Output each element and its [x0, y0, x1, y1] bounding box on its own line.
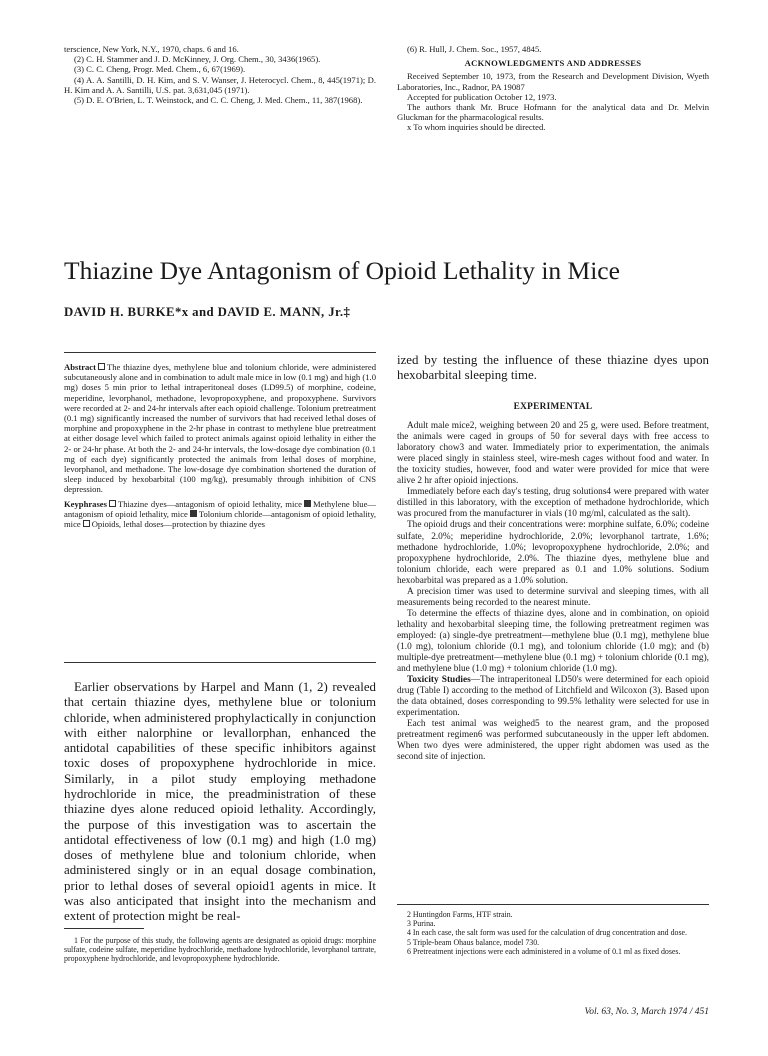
experimental-paragraph-1: Adult male mice2, weighing between 20 and 25 g, were used. Before treatment, the animals were caged in groups of 50 for several days with free access to laboratory chow3 and water. Immediately prior to experimentation, the animals were placed singly in stainless steel, wire-mesh cages without food and water. In the toxicity studies, however, food and water were provided for mice that were alive 2 hr after opioid injections.: [397, 421, 709, 487]
footnote-3: 3 Purina.: [407, 919, 436, 929]
intro-left: [64, 680, 376, 925]
correspondence-line: x To whom inquiries should be directed.: [407, 122, 546, 133]
reference-5: (5) D. E. O'Brien, L. T. Weinstock, and C. C. Cheng, J. Med. Chem., 11, 387(1968).: [74, 95, 363, 106]
acknowledgments-block: [397, 44, 709, 133]
thanks-line: The authors thank Mr. Bruce Hofmann for the analytical data and Dr. Melvin Gluckman for the pharmacological results.: [397, 102, 709, 123]
acknowledgments-heading: ACKNOWLEDGMENTS AND ADDRESSES: [464, 58, 642, 69]
footnote-5: 5 Triple-beam Ohaus balance, model 730.: [407, 937, 540, 947]
footnote-4: 4 In each case, the salt form was used for the calculation of drug concentration and dose.: [407, 928, 688, 938]
intro-continued: ized by testing the influence of these thiazine dyes upon hexobarbital sleeping time.: [397, 353, 709, 383]
keyphrase-2: Methylene blue—antagonism of opioid lethality, mice: [64, 498, 377, 519]
article-title: Thiazine Dye Antagonism of Opioid Lethality in Mice: [64, 256, 620, 285]
intro-right: [397, 353, 709, 384]
footnote-6: 6 Pretreatment injections were each administered in a volume of 0.1 ml as fixed doses.: [407, 946, 681, 956]
abstract-bottom-rule: [64, 662, 376, 663]
square-bullet-icon: [98, 363, 105, 370]
reference-1-cont: terscience, New York, N.Y., 1970, chaps. 6 and 16.: [64, 44, 239, 54]
keyphrases-label: Keyphrases: [64, 498, 107, 509]
keyphrases: [64, 499, 376, 530]
reference-4: (4) A. A. Santilli, D. H. Kim, and S. V. Wanser, J. Heterocycl. Chem., 8, 445(1971); D. H. Kim and A. A. Santilli, U.S. pat. 3,631,045 (1971).: [64, 74, 376, 95]
footnote-1: 1 For the purpose of this study, the following agents are designated as opioid drugs: morphine sulfate, codeine sulfate, meperidine hydrochloride, methadone hydrochloride, levorphanol tartrate, propoxyphene hydrochloride, and levopropoxyphene hydrochloride.: [64, 936, 376, 964]
toxicity-text: —The intraperitoneal LD50's were determined for each opioid drug (Table I) according to the method of Litchfield and Wilcoxon (3). Based upon the data obtained, doses corresponding to 99.5% lethality were selected for use in experimentation.: [397, 675, 709, 719]
running-footer: Vol. 63, No. 3, March 1974 / 451: [584, 1007, 709, 1017]
square-bullet-icon: [304, 500, 311, 507]
toxicity-paragraph: [397, 675, 709, 719]
abstract-text: The thiazine dyes, methylene blue and tolonium chloride, were administered subcutaneously alone and in combination to adult male mice in low (0.1 mg) and high (1.0 mg) doses 5 min prior to lethal intraperitoneal doses (LD99.5) of morphine, codeine, meperidine, levorphanol, methadone, levopropoxyphene, and propoxyphene. Survivors were recorded at 2- and 24-hr intervals after each opioid challenge. Tolonium pretreatment (0.1 mg) significantly increased the number of survivors that had received lethal doses of morphine and propoxyphene in the 2-hr phase in contrast to methylene blue pretreatment at either dosage level which failed to protect animals against opioid lethality in either the 2- or 24-hr phase. At both the 2- and 24-hr intervals, the low-dosage dye combination (0.1 mg of each dye) significantly protected the animals from lethal doses of morphine, levorphanol, and methadone. The low-dosage dye combination shortened the duration of sleep induced by hexobarbital (100 mg/kg), presumably through inhibition of CNS depression.: [64, 362, 376, 495]
experimental-paragraph-4: A precision timer was used to determine survival and sleeping times, with all measurements being recorded to the nearest minute.: [397, 586, 709, 608]
abstract: [64, 362, 376, 529]
experimental-paragraph-last: Each test animal was weighed5 to the nearest gram, and the proposed pretreatment regimen6 was performed subcutaneously in the upper left abdomen. When two dyes were administered, the upper right abdomen was used as the second site of injection.: [397, 719, 709, 763]
received-line: Received September 10, 1973, from the Research and Development Division, Wyeth Laboratories, Inc., Radnor, PA 19087: [397, 71, 709, 92]
square-bullet-icon: [83, 520, 90, 527]
keyphrase-4: Opioids, lethal doses—protection by thiazine dyes: [91, 519, 265, 530]
toxicity-label: Toxicity Studies: [407, 675, 471, 686]
footnote-left: [64, 936, 376, 964]
experimental-heading: EXPERIMENTAL: [513, 402, 593, 412]
reference-2: (2) C. H. Stammer and J. D. McKinney, J. Org. Chem., 30, 3436(1965).: [74, 54, 321, 65]
keyphrase-3: Tolonium chloride—antagonism of opioid lethality, mice: [64, 508, 376, 530]
abstract-top-rule: [64, 352, 376, 353]
keyphrase-1: Thiazine dyes—antagonism of opioid lethality, mice: [117, 498, 302, 509]
square-bullet-icon: [190, 510, 197, 517]
reference-3: (3) C. C. Cheng, Progr. Med. Chem., 6, 67(1969).: [74, 64, 246, 75]
footnote-rule-right: [397, 904, 709, 905]
reference-6: (6) R. Hull, J. Chem. Soc., 1957, 4845.: [407, 44, 542, 54]
square-bullet-icon: [109, 500, 116, 507]
abstract-label: Abstract: [64, 362, 96, 372]
references-left: [64, 44, 376, 105]
article-authors: DAVID H. BURKE*x and DAVID E. MANN, Jr.‡: [64, 305, 351, 319]
footnote-2: 2 Huntingdon Farms, HTF strain.: [407, 910, 513, 919]
experimental-paragraph-2: Immediately before each day's testing, drug solutions4 were prepared with water distilled in this laboratory, with the exception of methadone hydrochloride, which was procured from the manufacturer in vials (10 mg/ml, calculated as the salt).: [397, 487, 709, 520]
footnote-rule-left: [64, 928, 144, 929]
intro-paragraph: Earlier observations by Harpel and Mann (1, 2) revealed that certain thiazine dyes, methylene blue or tolonium chloride, when administered prophylactically in conjunction with either nalorphine or levallorphan, enhanced the antidotal capabilities of these specific inhibitors against toxic doses of propoxyphene hydrochloride in mice. Similarly, in a pilot study employing methadone hydrochloride in mice, the preadministration of these thiazine dyes alone reduced opioid lethality. Accordingly, the purpose of this investigation was to ascertain the antidotal effectiveness of low (0.1 mg) and high (1.0 mg) doses of methylene blue and tolonium chloride, when administered singly or in an equal dosage combination, prior to lethal doses of several opioid1 agents in mice. It was also anticipated that insight into the mechanism and extent of protection might be real-: [64, 680, 376, 924]
experimental-section: [397, 402, 709, 764]
accepted-line: Accepted for publication October 12, 1973.: [407, 91, 557, 102]
experimental-paragraph-3: The opioid drugs and their concentrations were: morphine sulfate, 6.0%; codeine sulfate, 2.0%; meperidine hydrochloride, 2.0%; levorphanol tartrate, 1.6%; methadone hydrochloride, 1.0%; levopropoxyphene hydrochloride, 2.0%; and propoxyphene hydrochloride, 2.0%. The thiazine dyes, methylene blue and tolonium chloride, each were prepared as 0.1 and 1.0% solutions. Sodium hexobarbital was prepared as a 1.0% solution.: [397, 520, 709, 586]
experimental-paragraph-5: To determine the effects of thiazine dyes, alone and in combination, on opioid lethality and hexobarbital sleeping time, the following pretreatment regimen was employed: (a) single-dye pretreatment—methylene blue (0.1 mg), methylene blue (1.0 mg), tolonium chloride (0.1 mg), and tolonium chloride (1.0 mg); and (b) multiple-dye pretreatment—methylene blue (0.1 mg) + tolonium chloride (0.1 mg), and methylene blue (1.0 mg) + tolonium chloride (1.0 mg).: [397, 608, 709, 675]
footnotes-right: [397, 910, 709, 956]
